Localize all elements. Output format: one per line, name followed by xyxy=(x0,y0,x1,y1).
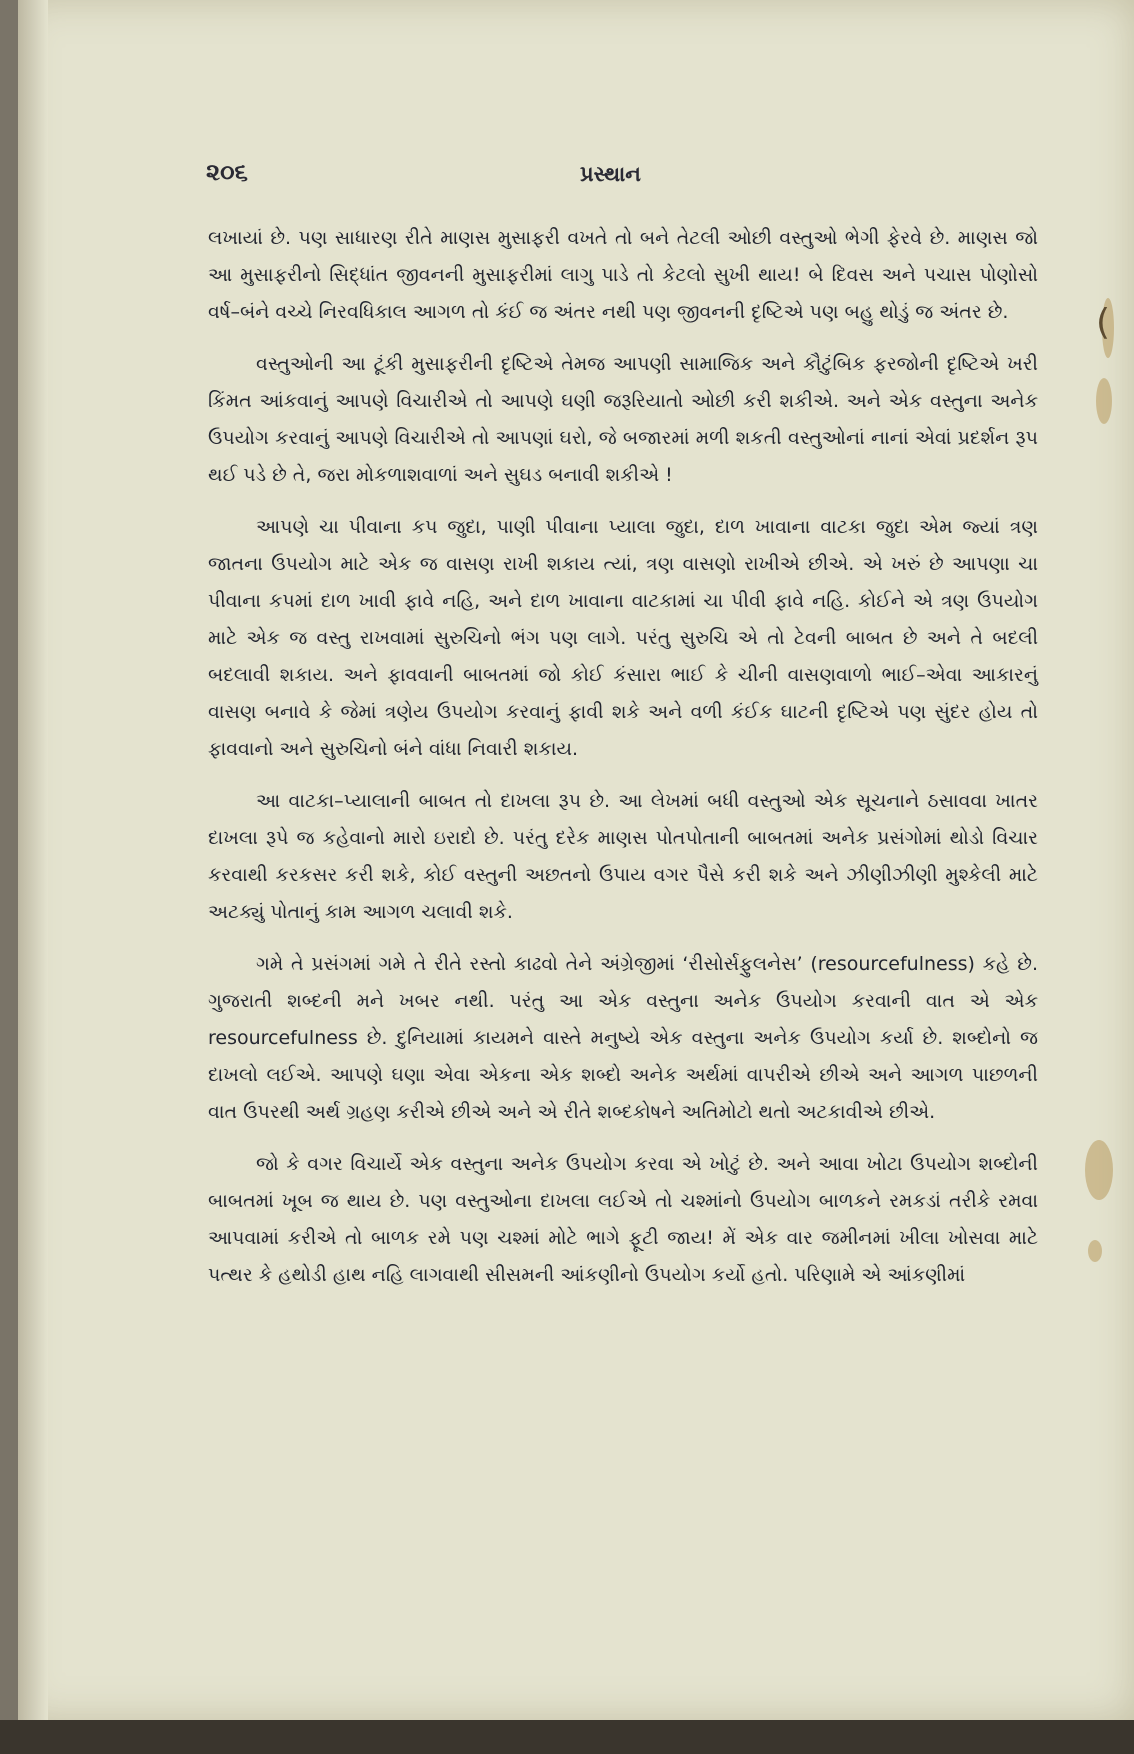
paragraph: આપણે ચા પીવાના કપ જુદા, પાણી પીવાના પ્યાલા જુદા, દાળ ખાવાના વાટકા જુદા એમ જ્યાં ત્રણ જાતના ઉપયોગ માટે એક જ વાસણ રાખી શકાય ત્યાં, ત્રણ વાસણો રાખીએ છીએ. એ ખરું છે આપણા ચા પીવાના કપમાં દાળ ખાવી ફાવે નહિ, અને દાળ ખાવાના વાટકામાં ચા પીવી ફાવે નહિ. કોઈને એ ત્રણ ઉપયોગ માટે એક જ વસ્તુ રાખવામાં સુરુચિનો ભંગ પણ લાગે. પરંતુ સુરુચિ એ તો ટેવની બાબત છે અને તે બદલી બદલાવી શકાય. અને ફાવવાની બાબતમાં જો કોઈ કંસારા ભાઈ કે ચીની વાસણવાળો ભાઈ–એવા આકારનું વાસણ બનાવે કે જેમાં ત્રણેય ઉપયોગ કરવાનું ફાવી શકે અને વળી કંઈક ઘાટની દૃષ્ટિએ પણ સુંદર હોય તો ફાવવાનો અને સુરુચિનો બંને વાંધા નિવારી શકાય. xyxy=(208,516,1038,760)
paragraph: ગમે તે પ્રસંગમાં ગમે તે રીતે રસ્તો કાઢવો તેને અંગ્રેજીમાં ‘રીસોર્સફુલનેસ’ (resourcefulness) કહે છે. ગુજરાતી શબ્દની મને ખબર નથી. પરંતુ આ એક વસ્તુના અનેક ઉપયોગ કરવાની વાત એ એક resourcefulness છે. દુનિયામાં કાયમને વાસ્તે મનુષ્યે એક વસ્તુના અનેક ઉપયોગ કર્યા છે. શબ્દોનો જ દાખલો લઈએ. આપણે ઘણા એવા એકના એક શબ્દો અનેક અર્થમાં વાપરીએ છીએ અને આગળ પાછળની વાત ઉપરથી અર્થ ગ્રહણ કરીએ છીએ અને એ રીતે શબ્દકોષને અતિમોટો થતો અટકાવીએ છીએ. xyxy=(208,953,1038,1123)
paragraph: આ વાટકા–પ્યાલાની બાબત તો દાખલા રૂપ છે. આ લેખમાં બધી વસ્તુઓ એક સૂચનાને ઠસાવવા ખાતર દાખલા રૂપે જ કહેવાનો મારો ઇરાદો છે. પરંતુ દરેક માણસ પોતપોતાની બાબતમાં અનેક પ્રસંગોમાં થોડો વિચાર કરવાથી કરકસર કરી શકે, કોઈ વસ્તુની અછતનો ઉપાય વગર પૈસે કરી શકે અને ઝીણીઝીણી મુશ્કેલી માટે અટક્યું પોતાનું કામ આગળ ચલાવી શકે. xyxy=(208,790,1038,923)
stain-mark xyxy=(1088,1240,1102,1262)
running-head: પ્રસ્થાન xyxy=(580,162,641,186)
margin-bracket-mark: ( xyxy=(1096,302,1111,343)
page-number: ૨૦૬ xyxy=(206,158,248,186)
stain-mark xyxy=(1085,1140,1113,1200)
paragraph: લખાયાં છે. પણ સાધારણ રીતે માણસ મુસાફરી વખતે તો બને તેટલી ઓછી વસ્તુઓ ભેગી ફેરવે છે. માણસ જો આ મુસાફરીનો સિદ્ધાંત જીવનની મુસાફરીમાં લાગુ પાડે તો કેટલો સુખી થાય! બે દિવસ અને પચાસ પોણોસો વર્ષ–બંને વચ્ચે નિરવધિકાલ આગળ તો કંઈ જ અંતર નથી પણ જીવનની દૃષ્ટિએ પણ બહુ થોડું જ અંતર છે. xyxy=(208,227,1038,323)
page-edge xyxy=(18,0,48,1720)
bottom-shadow xyxy=(0,1720,1134,1754)
stain-mark xyxy=(1096,378,1112,424)
paragraph: વસ્તુઓની આ ટૂંકી મુસાફરીની દૃષ્ટિએ તેમજ આપણી સામાજિક અને કૌટુંબિક ફરજોની દૃષ્ટિએ ખરી કિંમત આંકવાનું આપણે વિચારીએ તો આપણે ઘણી જરૂરિયાતો ઓછી કરી શકીએ. અને એક વસ્તુના અનેક ઉપયોગ કરવાનું આપણે વિચારીએ તો આપણાં ઘરો, જે બજારમાં મળી શકતી વસ્તુઓનાં નાનાં એવાં પ્રદર્શન રૂપ થઈ પડે છે તે, જરા મોકળાશવાળાં અને સુઘડ બનાવી શકીએ ! xyxy=(208,353,1038,486)
paragraph: જો કે વગર વિચાર્યે એક વસ્તુના અનેક ઉપયોગ કરવા એ ખોટું છે. અને આવા ખોટા ઉપયોગ શબ્દોની બાબતમાં ખૂબ જ થાય છે. પણ વસ્તુઓના દાખલા લઈએ તો ચશ્માંનો ઉપયોગ બાળકને રમકડાં તરીકે રમવા આપવામાં કરીએ તો બાળક રમે પણ ચશ્માં મોટે ભાગે ફૂટી જાય! મેં એક વાર જમીનમાં ખીલા ખોસવા માટે પત્થર કે હથોડી હાથ નહિ લાગવાથી સીસમની આંકણીનો ઉપયોગ કર્યો હતો. પરિણામે એ આંકણીમાં xyxy=(208,1153,1038,1286)
body-text xyxy=(208,220,1038,1309)
